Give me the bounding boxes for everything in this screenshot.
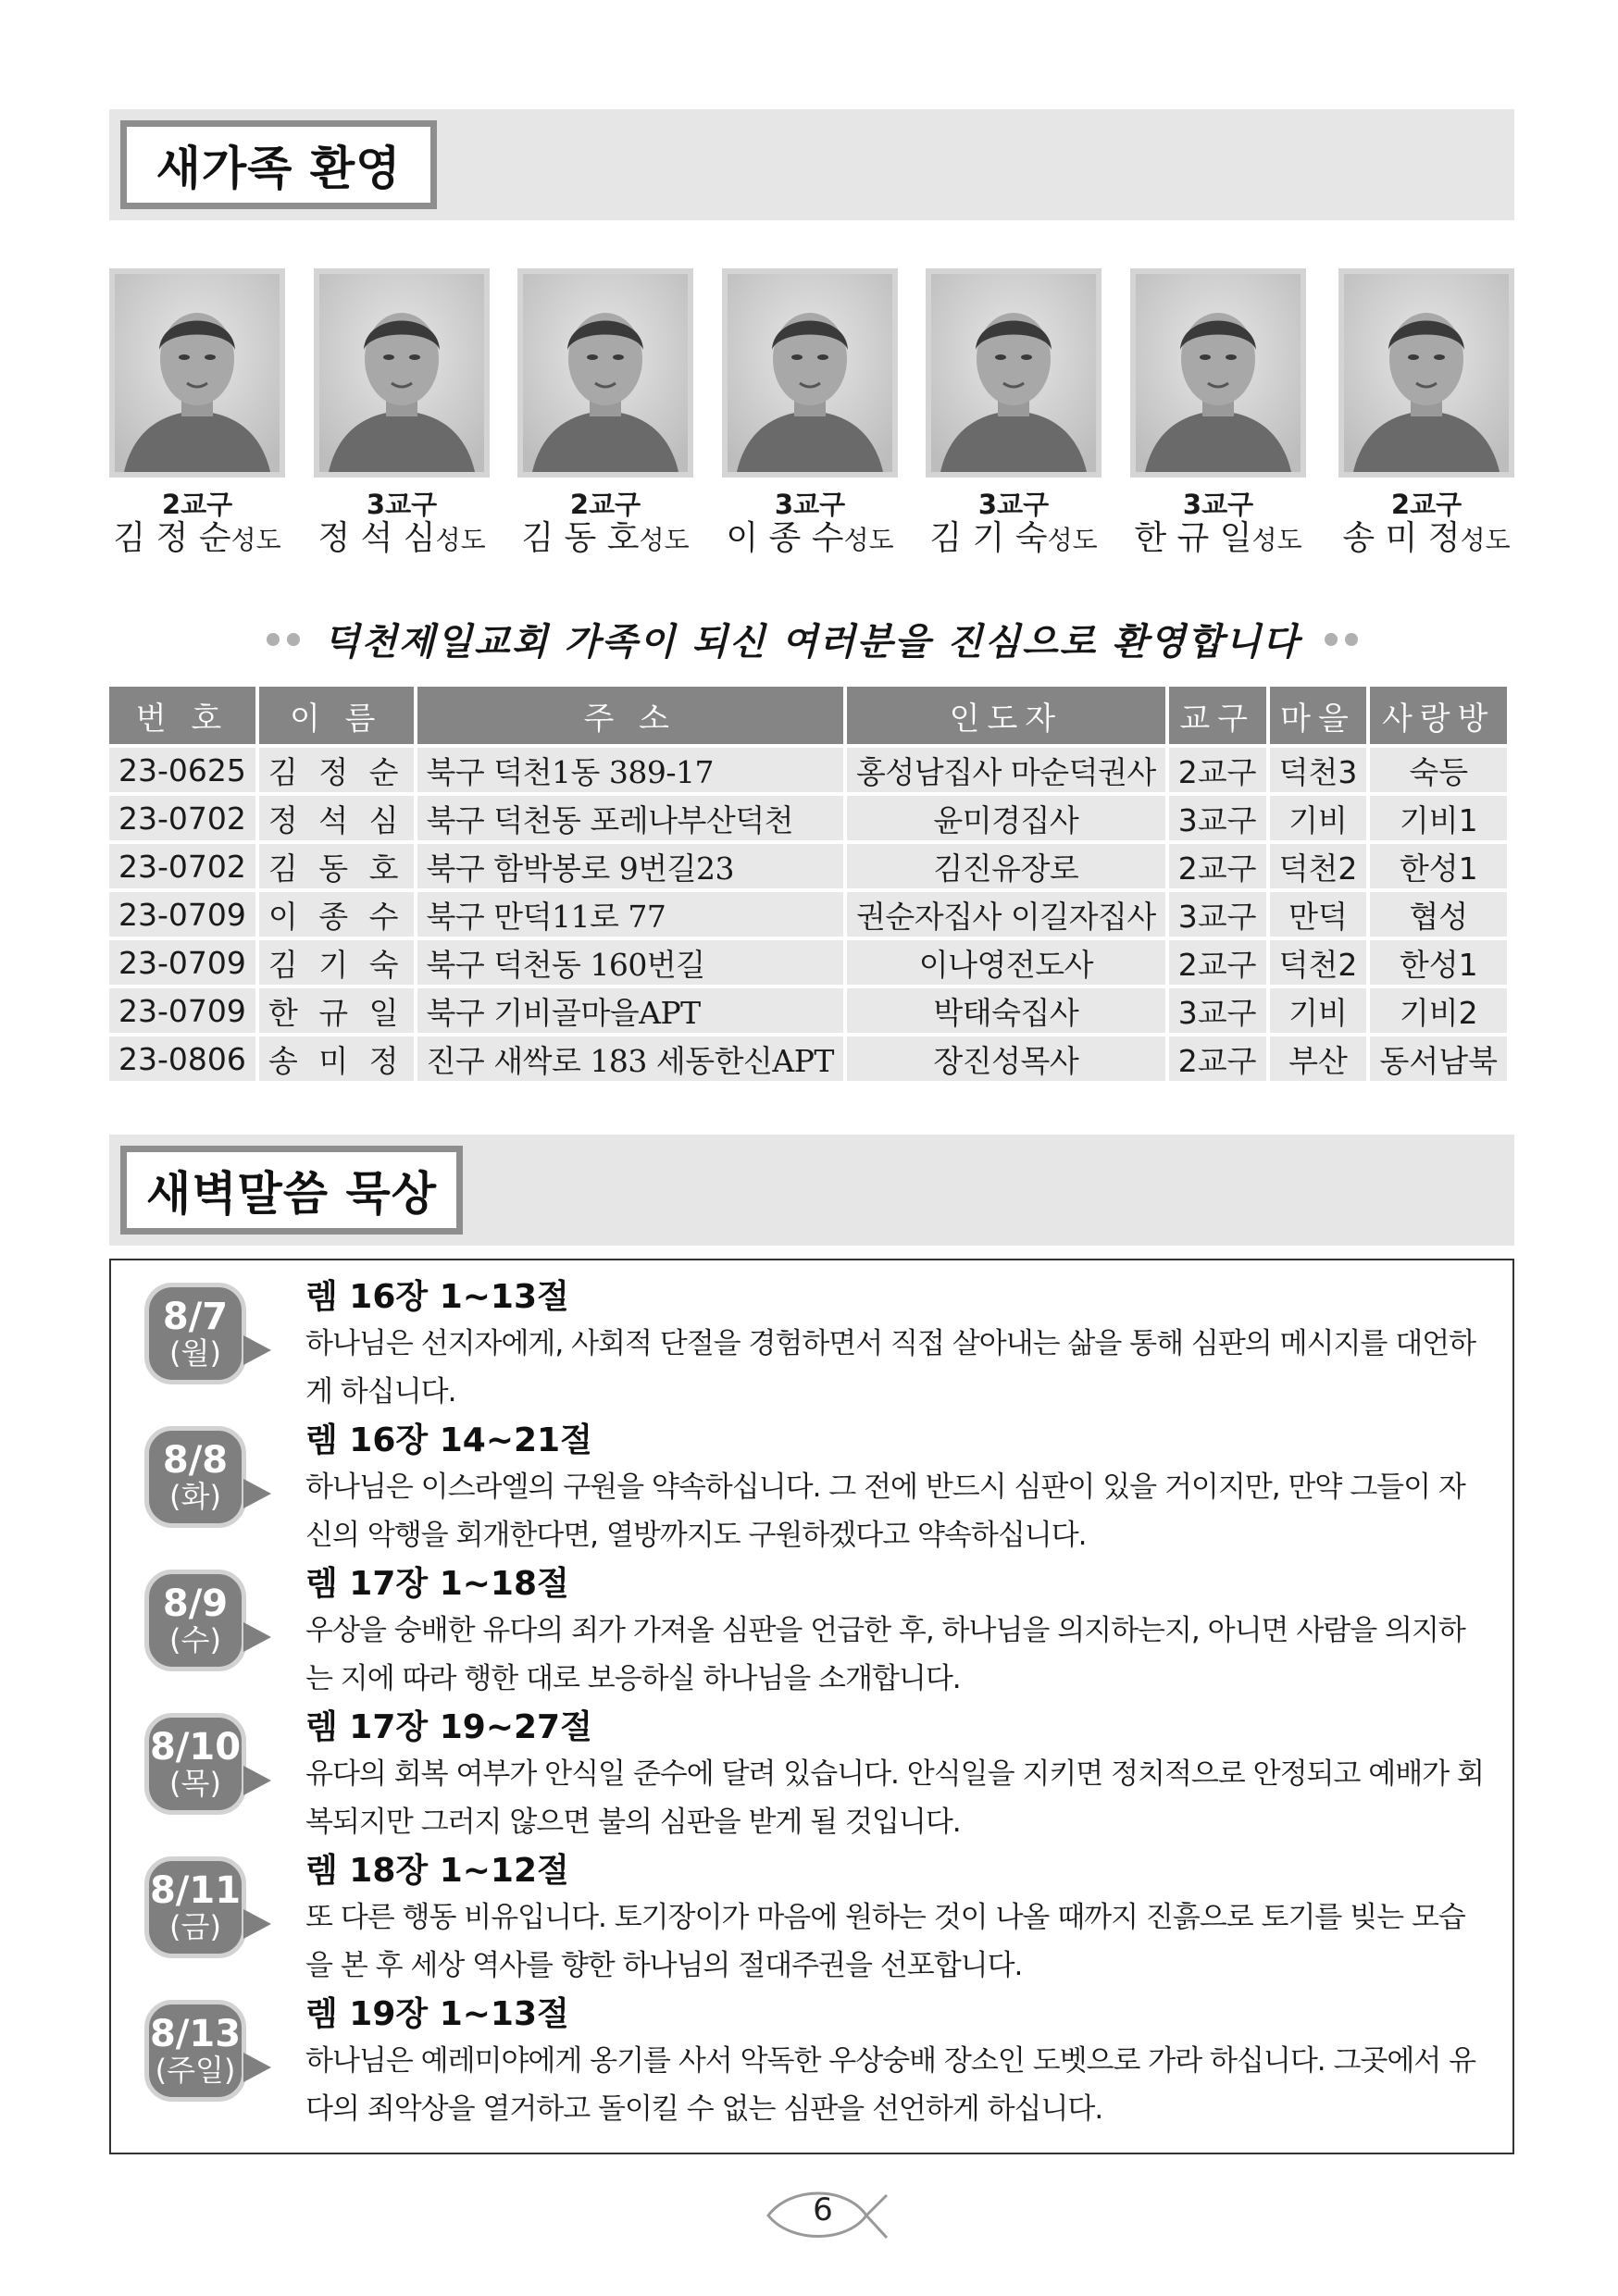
member-name-text: 정 석 심 <box>317 519 436 557</box>
cell-village: 기비 <box>1270 796 1367 840</box>
portrait-image <box>728 274 892 472</box>
verse-reference: 렘 17장 19~27절 <box>305 1708 592 1746</box>
cell-guide: 박태숙집사 <box>847 988 1165 1033</box>
cell-address: 북구 덕천1동 389-17 <box>417 748 843 792</box>
devotion-content <box>305 1992 1490 2133</box>
member-name-text: 김 정 순 <box>113 519 231 557</box>
new-family-header-band <box>109 109 1514 220</box>
member-parish: 3교구 <box>366 489 438 520</box>
member-photo <box>314 268 490 478</box>
day-text: (월) <box>169 1335 221 1371</box>
member-name <box>926 520 1101 559</box>
welcome-message: 덕천제일교회 가족이 되신 여러분을 진심으로 환영합니다 <box>323 620 1301 664</box>
member-title-text: 성도 <box>1047 525 1098 555</box>
devotion-entry <box>111 1547 1512 1695</box>
devotion-text: 하나님은 선지자에게, 사회적 단절을 경험하면서 직접 살아내는 삶을 통해 심판의 메시지를 대언하게 하십니다. <box>305 1327 1476 1409</box>
cell-village: 기비 <box>1270 988 1367 1033</box>
portrait-image <box>115 274 280 472</box>
cell-parish: 3교구 <box>1169 796 1266 840</box>
date-badge <box>144 1856 246 1958</box>
decor-dots-right <box>1325 633 1358 646</box>
verse-reference: 렘 17장 1~18절 <box>305 1565 569 1603</box>
cell-number: 23-0709 <box>109 940 255 985</box>
member-title-text: 성도 <box>639 525 690 555</box>
devotion-text: 우상을 숭배한 유다의 죄가 가져올 심판을 언급한 후, 하나님을 의지하는지, 아니면 사람을 의지하는 지에 따라 행한 대로 보응하실 하나님을 소개합니다. <box>305 1614 1465 1695</box>
cell-guide: 홍성남집사 마순덕권사 <box>847 748 1165 792</box>
devotion-text: 유다의 회복 여부가 안식일 준수에 달려 있습니다. 안식일을 지키면 정치적으로 안정되고 예배가 회복되지만 그러지 않으면 불의 심판을 받게 될 것입니다. <box>305 1757 1484 1839</box>
member-parish: 3교구 <box>1182 489 1254 520</box>
badge-pointer <box>243 1909 271 1939</box>
cell-guide: 이나영전도사 <box>847 940 1165 985</box>
member-card <box>926 268 1101 559</box>
member-name-text: 송 미 정 <box>1342 519 1461 557</box>
cell-parish: 3교구 <box>1169 892 1266 937</box>
devotion-header-band <box>109 1135 1514 1246</box>
member-name-text: 한 규 일 <box>1134 519 1252 557</box>
cell-group: 한성1 <box>1370 940 1507 985</box>
cell-group: 기비2 <box>1370 988 1507 1033</box>
date-text: 8/8 <box>162 1439 229 1482</box>
portrait-image <box>319 274 484 472</box>
day-text: (수) <box>169 1622 221 1657</box>
member-card <box>109 268 285 559</box>
badge-pointer <box>243 1479 271 1508</box>
table-row <box>109 988 1507 1033</box>
devotion-content <box>305 1849 1490 1990</box>
badge-pointer <box>243 2053 271 2082</box>
cell-parish: 2교구 <box>1169 844 1266 888</box>
table-header-cell: 마을 <box>1270 687 1367 744</box>
devotion-entry <box>111 1691 1512 1839</box>
date-badge <box>144 2000 246 2102</box>
devotion-content <box>305 1706 1490 1846</box>
table-row <box>109 940 1507 985</box>
member-parish: 2교구 <box>161 489 233 520</box>
table-header-cell: 이 름 <box>259 687 414 744</box>
date-text: 8/11 <box>149 1869 242 1912</box>
cell-group: 협성 <box>1370 892 1507 937</box>
cell-village: 부산 <box>1270 1036 1367 1081</box>
portrait-image <box>1344 274 1509 472</box>
devotion-content <box>305 1419 1490 1559</box>
member-name <box>1338 520 1514 559</box>
table-row <box>109 844 1507 888</box>
date-text: 8/10 <box>149 1726 242 1769</box>
date-text: 8/7 <box>162 1296 229 1338</box>
portrait-image <box>1136 274 1301 472</box>
cell-number: 23-0806 <box>109 1036 255 1081</box>
devotion-entry <box>111 1978 1512 2126</box>
member-card <box>314 268 490 559</box>
portrait-image <box>931 274 1096 472</box>
table-row <box>109 796 1507 840</box>
cell-address: 북구 함박봉로 9번길23 <box>417 844 843 888</box>
devotion-entry <box>111 1404 1512 1552</box>
cell-parish: 3교구 <box>1169 988 1266 1033</box>
devotion-title: 새벽말씀 묵상 <box>120 1146 463 1235</box>
badge-pointer <box>243 1622 271 1652</box>
cell-address: 북구 만덕11로 77 <box>417 892 843 937</box>
member-title-text: 성도 <box>1251 525 1302 555</box>
portrait-image <box>523 274 688 472</box>
cell-name: 김 정 순 <box>259 748 414 792</box>
cell-number: 23-0625 <box>109 748 255 792</box>
member-card <box>1130 268 1306 559</box>
member-title-text: 성도 <box>435 525 486 555</box>
cell-village: 만덕 <box>1270 892 1367 937</box>
member-name-text: 김 동 호 <box>521 519 640 557</box>
table-header-row <box>109 687 1507 744</box>
cell-number: 23-0709 <box>109 892 255 937</box>
cell-number: 23-0709 <box>109 988 255 1033</box>
cell-village: 덕천2 <box>1270 844 1367 888</box>
member-name <box>109 520 285 559</box>
member-parish: 3교구 <box>977 489 1050 520</box>
decor-dots-left <box>267 633 300 646</box>
day-text: (목) <box>169 1766 221 1801</box>
date-text: 8/9 <box>162 1582 229 1625</box>
member-photo <box>926 268 1101 478</box>
member-name-text: 이 종 수 <box>726 519 844 557</box>
table-body <box>109 748 1507 1081</box>
member-parish: 2교구 <box>1390 489 1462 520</box>
devotion-text: 하나님은 이스라엘의 구원을 약속하십니다. 그 전에 반드시 심판이 있을 거이지만, 만약 그들이 자신의 악행을 회개한다면, 열방까지도 구원하겠다고 약속하십니다. <box>305 1471 1465 1552</box>
cell-parish: 2교구 <box>1169 748 1266 792</box>
cell-parish: 2교구 <box>1169 1036 1266 1081</box>
verse-reference: 렘 16장 14~21절 <box>305 1421 592 1459</box>
member-photo <box>517 268 693 478</box>
cell-guide: 윤미경집사 <box>847 796 1165 840</box>
cell-name: 한 규 일 <box>259 988 414 1033</box>
table-header-cell: 주 소 <box>417 687 843 744</box>
member-photo <box>1130 268 1306 478</box>
member-photo <box>1338 268 1514 478</box>
table-header-cell: 교구 <box>1169 687 1266 744</box>
member-title-text: 성도 <box>230 525 281 555</box>
date-badge <box>144 1570 246 1671</box>
devotion-text: 또 다른 행동 비유입니다. 토기장이가 마음에 원하는 것이 나올 때까지 진흙으로 토기를 빚는 모습을 본 후 세상 역사를 향한 하나님의 절대주권을 선포합니다. <box>305 1901 1465 1982</box>
cell-guide: 김진유장로 <box>847 844 1165 888</box>
cell-group: 기비1 <box>1370 796 1507 840</box>
cell-address: 북구 덕천동 포레나부산덕천 <box>417 796 843 840</box>
cell-village: 덕천2 <box>1270 940 1367 985</box>
member-name-text: 김 기 숙 <box>929 519 1048 557</box>
devotion-content <box>305 1562 1490 1703</box>
new-family-table <box>106 683 1511 1085</box>
devotion-text: 하나님은 예레미야에게 옹기를 사서 악독한 우상숭배 장소인 도벳으로 가라 하십니다. 그곳에서 유다의 죄악상을 열거하고 돌이킬 수 없는 심판을 선언하게 하십니다. <box>305 2044 1476 2126</box>
cell-name: 김 동 호 <box>259 844 414 888</box>
cell-address: 진구 새싹로 183 세동한신APT <box>417 1036 843 1081</box>
member-card <box>1338 268 1514 559</box>
badge-pointer <box>243 1335 271 1365</box>
table-row <box>109 892 1507 937</box>
cell-name: 정 석 심 <box>259 796 414 840</box>
cell-address: 북구 기비골마을APT <box>417 988 843 1033</box>
cell-name: 송 미 정 <box>259 1036 414 1081</box>
cell-guide: 권순자집사 이길자집사 <box>847 892 1165 937</box>
cell-parish: 2교구 <box>1169 940 1266 985</box>
member-card <box>722 268 898 559</box>
table-row <box>109 1036 1507 1081</box>
cell-number: 23-0702 <box>109 844 255 888</box>
new-family-title: 새가족 환영 <box>120 120 437 209</box>
cell-name: 김 기 숙 <box>259 940 414 985</box>
day-text: (금) <box>169 1909 221 1944</box>
member-name <box>722 520 898 559</box>
table-header-cell: 번 호 <box>109 687 255 744</box>
cell-address: 북구 덕천동 160번길 <box>417 940 843 985</box>
member-title-text: 성도 <box>843 525 894 555</box>
member-photo <box>109 268 285 478</box>
table-header-cell: 사랑방 <box>1370 687 1507 744</box>
devotion-content <box>305 1275 1490 1416</box>
welcome-banner <box>109 613 1514 665</box>
badge-pointer <box>243 1766 271 1795</box>
member-photo <box>722 268 898 478</box>
devotion-entry <box>111 1834 1512 1982</box>
verse-reference: 렘 18장 1~12절 <box>305 1852 569 1890</box>
table-row <box>109 748 1507 792</box>
date-badge <box>144 1713 246 1815</box>
verse-reference: 렘 19장 1~13절 <box>305 1995 569 2033</box>
member-name <box>1130 520 1306 559</box>
member-parish: 3교구 <box>774 489 846 520</box>
devotion-list <box>109 1259 1514 2154</box>
table-header-cell: 인도자 <box>847 687 1165 744</box>
day-text: (주일) <box>155 2053 236 2088</box>
cell-number: 23-0702 <box>109 796 255 840</box>
cell-guide: 장진성목사 <box>847 1036 1165 1081</box>
cell-village: 덕천3 <box>1270 748 1367 792</box>
member-title-text: 성도 <box>1460 525 1511 555</box>
member-name <box>517 520 693 559</box>
member-parish: 2교구 <box>569 489 641 520</box>
member-card <box>517 268 693 559</box>
verse-reference: 렘 16장 1~13절 <box>305 1278 569 1316</box>
page-number-text: 6 <box>813 2191 833 2228</box>
date-text: 8/13 <box>149 2013 242 2055</box>
cell-group: 동서남북 <box>1370 1036 1507 1081</box>
member-name <box>314 520 490 559</box>
date-badge <box>144 1426 246 1528</box>
cell-group: 숙등 <box>1370 748 1507 792</box>
devotion-entry <box>111 1260 1512 1409</box>
page-number <box>763 2182 892 2247</box>
cell-group: 한성1 <box>1370 844 1507 888</box>
cell-name: 이 종 수 <box>259 892 414 937</box>
date-badge <box>144 1283 246 1384</box>
day-text: (화) <box>169 1479 221 1514</box>
